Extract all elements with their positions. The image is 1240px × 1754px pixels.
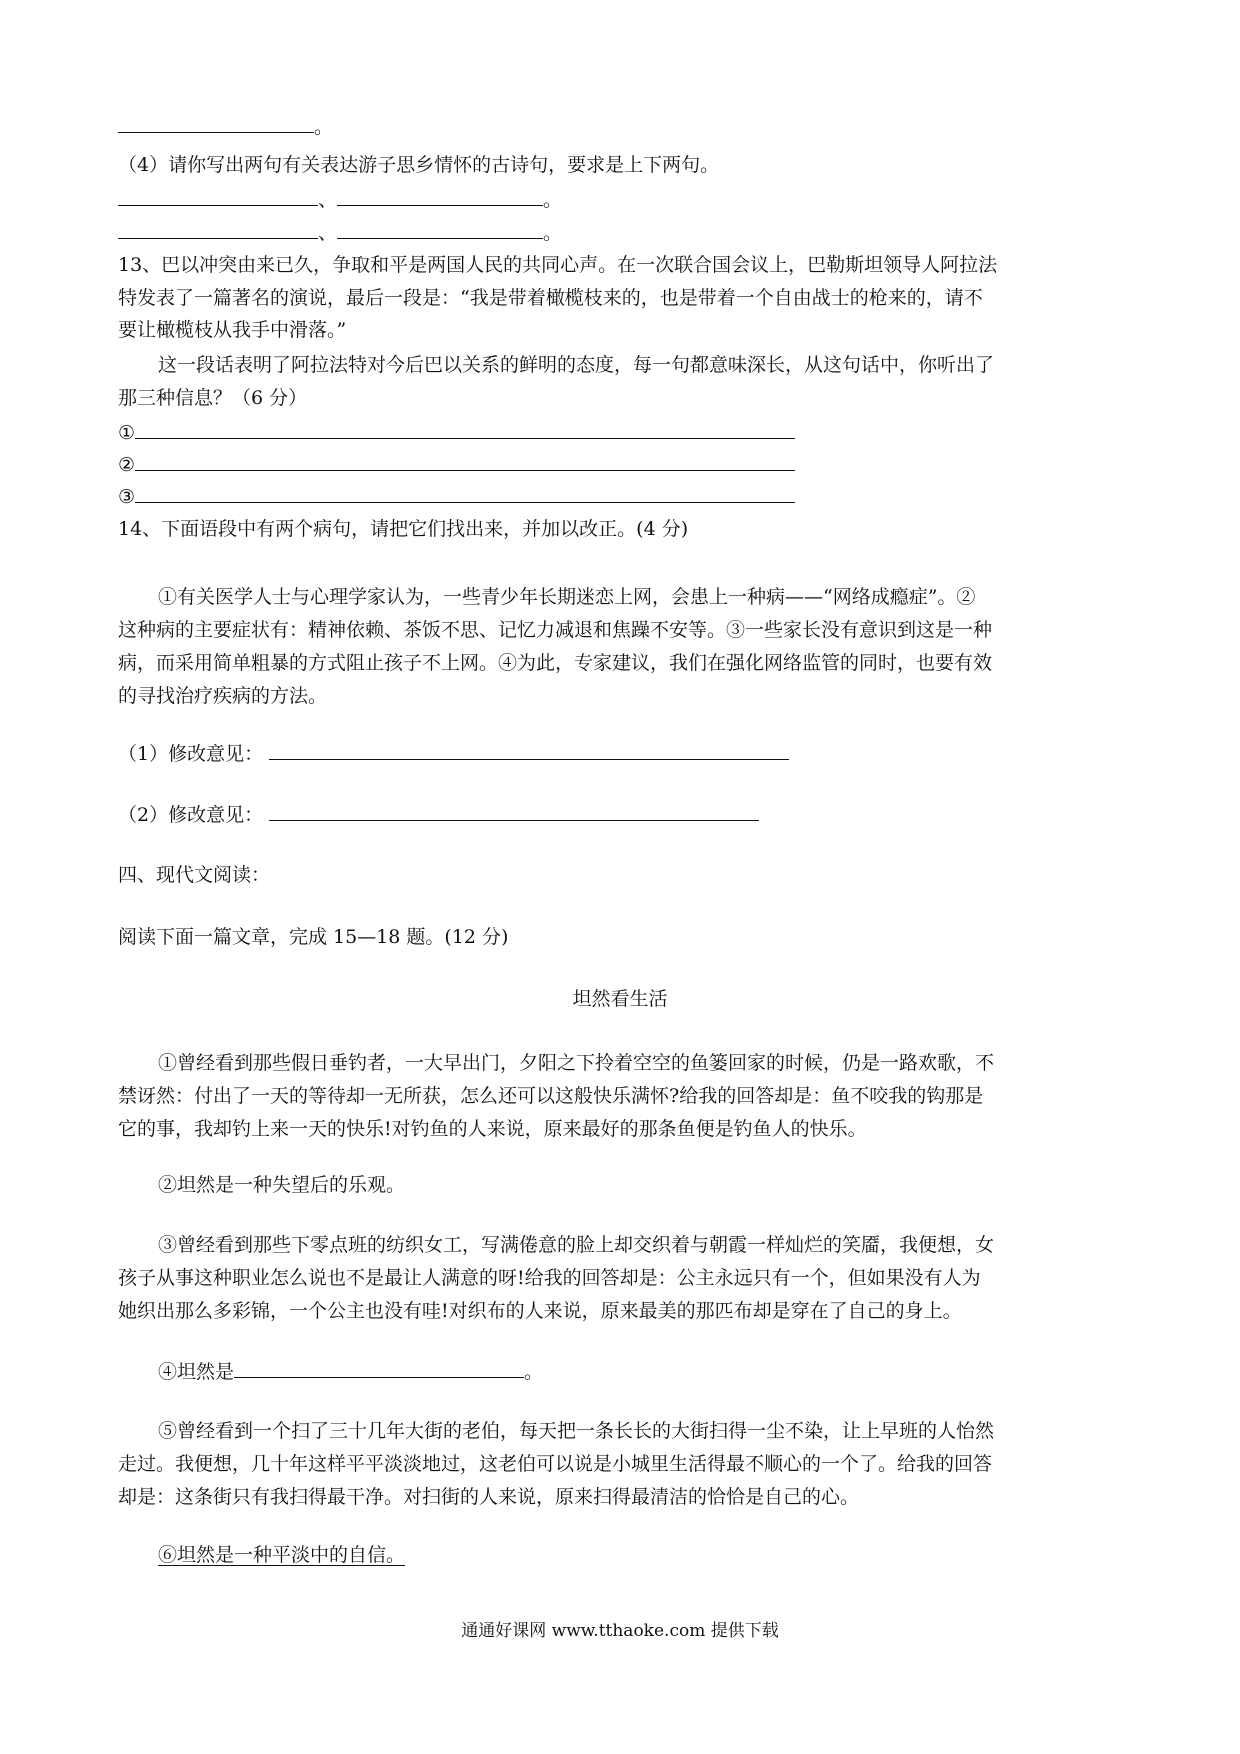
- section-heading: 四、现代文阅读：: [118, 864, 271, 886]
- answer-blank[interactable]: [135, 480, 795, 503]
- question-14-passage: ①有关医学人士与心理学家认为，一些青少年长期迷恋上网，会患上一种病——“网络成瘾症”。②: [158, 586, 976, 608]
- article-fill-line: ④坦然是 。: [158, 1355, 543, 1385]
- info-answer-2: ②: [118, 448, 795, 478]
- answer-blank[interactable]: [337, 183, 543, 206]
- question-13-prompt: 这一段话表明了阿拉法特对今后巴以关系的鲜明的态度，每一句都意味深长，从这句话中，你听出了: [158, 354, 995, 376]
- question-12-4: （4）请你写出两句有关表达游子思乡情怀的古诗句，要求是上下两句。: [118, 154, 720, 176]
- poem-answer-line-1: 、 。: [118, 183, 562, 213]
- answer-blank[interactable]: [269, 737, 789, 760]
- question-14-passage: 的寻找治疗疾病的方法。: [118, 685, 328, 707]
- article-paragraph: ⑤曾经看到一个扫了三十几年大街的老伯，每天把一条长长的大街扫得一尘不染，让上早班的人怡然: [158, 1420, 995, 1442]
- article-paragraph: ①曾经看到那些假日垂钓者，一大早出门，夕阳之下拎着空空的鱼篓回家的时候，仍是一路欢歌，不: [158, 1052, 995, 1074]
- poem-answer-line-2: 、 。: [118, 216, 562, 246]
- article-title: 坦然看生活: [572, 988, 668, 1010]
- question-13-text: 特发表了一篇著名的演说，最后一段是：“我是带着橄榄枝来的，也是带着一个自由战士的枪来的，请不: [118, 287, 983, 309]
- article-underlined-sentence: ⑥坦然是一种平淡中的自信。: [158, 1544, 406, 1566]
- question-14-passage: 病，而采用简单粗暴的方式阻止孩子不上网。④为此，专家建议，我们在强化网络监管的同时，也要有效: [118, 652, 993, 674]
- article-paragraph: 它的事，我却钓上来一天的快乐!对钓鱼的人来说，原来最好的那条鱼便是钓鱼人的快乐。: [118, 1118, 867, 1140]
- question-13-text: 13、巴以冲突由来已久，争取和平是两国人民的共同心声。在一次联合国会议上，巴勒斯坦领导人阿拉法: [118, 254, 998, 276]
- answer-blank[interactable]: [118, 110, 314, 133]
- article-paragraph: 孩子从事这种职业怎么说也不是最让人满意的呀!给我的回答却是：公主永远只有一个，但如果没有人为: [118, 1267, 981, 1289]
- answer-blank[interactable]: [269, 798, 759, 821]
- answer-blank[interactable]: [337, 216, 543, 239]
- answer-line-prev: 。: [118, 110, 333, 140]
- article-paragraph: 她织出那么多彩锦，一个公主也没有哇!对织布的人来说，原来最美的那匹布却是穿在了自己的身上。: [118, 1300, 962, 1322]
- article-paragraph: 走过。我便想，几十年这样平平淡淡地过，这老伯可以说是小城里生活得最不顺心的一个了。给我的回答: [118, 1453, 993, 1475]
- answer-blank[interactable]: [135, 416, 795, 439]
- page-footer: 通通好课网 www.tthaoke.com 提供下载: [461, 1621, 779, 1641]
- answer-blank[interactable]: [135, 448, 795, 471]
- answer-blank[interactable]: [118, 183, 318, 206]
- article-paragraph: 却是：这条街只有我扫得最干净。对扫街的人来说，原来扫得最清洁的恰恰是自己的心。: [118, 1486, 860, 1508]
- question-13-prompt: 那三种信息？（6 分）: [118, 387, 308, 409]
- info-answer-3: ③: [118, 480, 795, 510]
- question-14: 14、下面语段中有两个病句，请把它们找出来，并加以改正。(4 分): [118, 518, 689, 540]
- info-answer-1: ①: [118, 416, 795, 446]
- fix-answer-1: （1）修改意见：: [118, 737, 789, 767]
- question-14-passage: 这种病的主要症状有：精神依赖、茶饭不思、记忆力减退和焦躁不安等。③一些家长没有意识到这是一种: [118, 619, 993, 641]
- question-13-text: 要让橄榄枝从我手中滑落。”: [118, 319, 347, 341]
- article-paragraph: ②坦然是一种失望后的乐观。: [158, 1174, 406, 1196]
- answer-blank[interactable]: [234, 1355, 524, 1378]
- reading-instruction: 阅读下面一篇文章，完成 15—18 题。(12 分): [118, 926, 509, 948]
- fix-answer-2: （2）修改意见：: [118, 798, 759, 828]
- article-paragraph: 禁讶然：付出了一天的等待却一无所获，怎么还可以这般快乐满怀?给我的回答却是：鱼不咬我的钩那是: [118, 1085, 984, 1107]
- answer-blank[interactable]: [118, 216, 318, 239]
- article-paragraph: ③曾经看到那些下零点班的纺织女工，写满倦意的脸上却交织着与朝霞一样灿烂的笑靥，我便想，女: [158, 1234, 995, 1256]
